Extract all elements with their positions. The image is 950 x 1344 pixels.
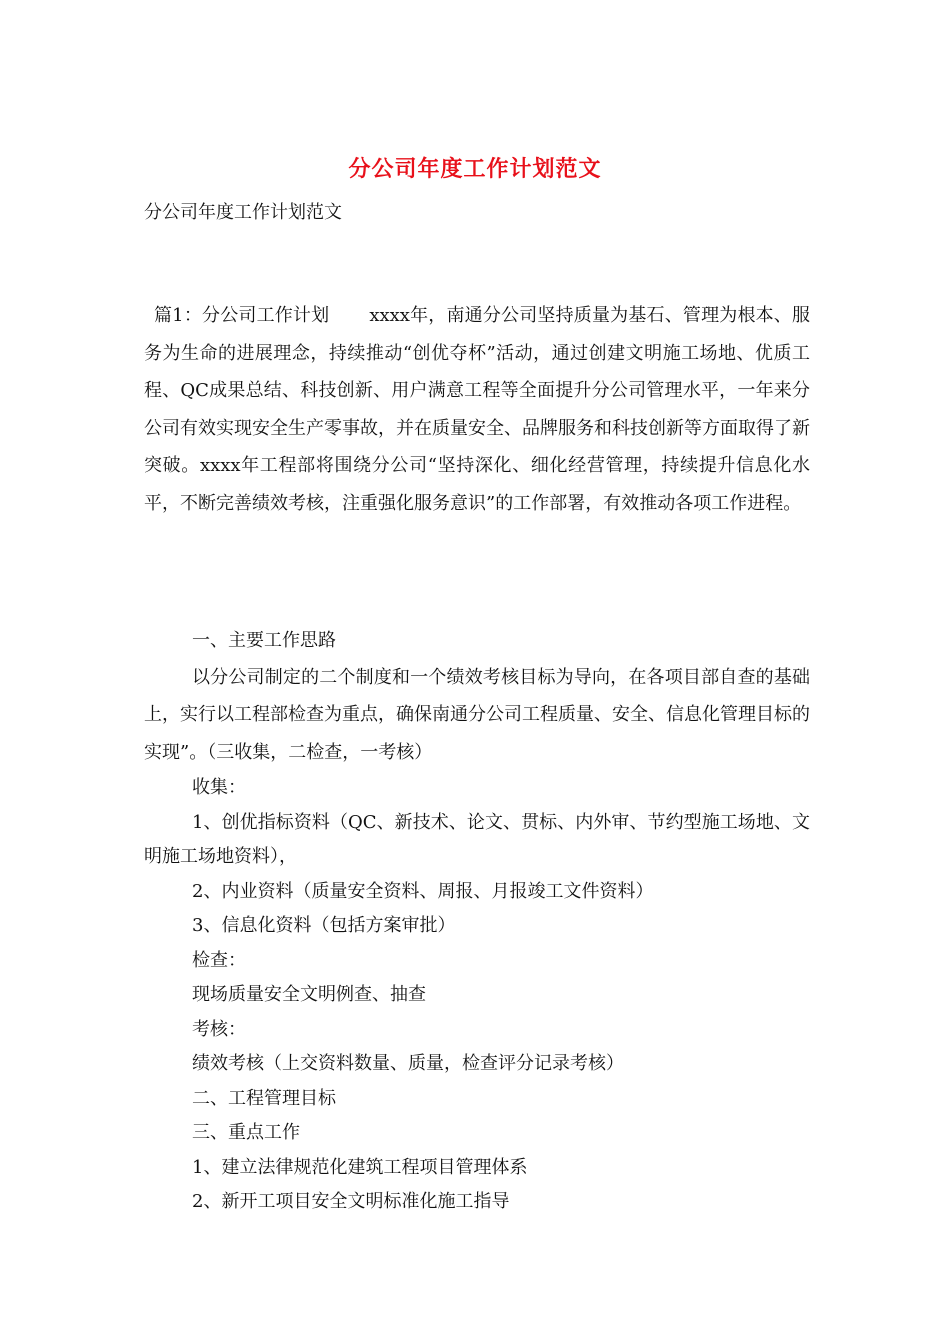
key-item-1: 1、建立法律规范化建筑工程项目管理体系 [192, 1156, 528, 1178]
collect-item-3: 3、信息化资料（包括方案审批） [192, 915, 456, 936]
collect-item-2: 2、内业资料（质量安全资料、周报、月报竣工文件资料） [192, 880, 654, 902]
assess-item: 绩效考核（上交资料数量、质量，检查评分记录考核） [192, 1053, 624, 1074]
body-content [144, 624, 810, 1220]
key-item-2: 2、新开工项目安全文明标准化施工指导 [192, 1191, 510, 1212]
check-label: 检查： [192, 949, 246, 971]
collect-item-1: 1、创优指标资料（QC、新技术、论文、贯标、内外审、节约型施工场地、文明施工场地资料）， [144, 811, 810, 867]
check-item: 现场质量安全文明例查、抽查 [192, 984, 426, 1005]
assess-label: 考核： [192, 1018, 246, 1040]
section-paragraph-1: 以分公司制定的二个制度和一个绩效考核目标为导向，在各项目部自查的基础上，实行以工程部检查为重点，确保南通分公司工程质量、安全、信息化管理目标的实现”。（三收集，二检查，一考核） [144, 666, 810, 763]
intro-paragraph [144, 297, 810, 522]
intro-lead: 篇1：分公司工作计划 [154, 305, 330, 326]
document-subtitle: 分公司年度工作计划范文 [144, 202, 342, 223]
intro-text: xxxx年，南通分公司坚持质量为基石、管理为根本、服务为生命的进展理念，持续推动“创优夺杯”活动，通过创建文明施工场地、优质工程、QC成果总结、科技创新、用户满意工程等全面提升分公司管理水平，一年来分公司有效实现安全生产零事故，并在质量安全、品牌服务和科技创新等方面取得了新突破。xxxx年工程部将围绕分公司“坚持深化、细化经营管理，持续提升信息化水平，不断完善绩效考核，注重强化服务意识”的工作部署，有效推动各项工作进程。 [144, 305, 810, 514]
section-heading-3: 三、重点工作 [192, 1122, 300, 1143]
section-heading-2: 二、工程管理目标 [192, 1087, 336, 1109]
document-title: 分公司年度工作计划范文 [348, 156, 602, 182]
section-heading-1: 一、主要工作思路 [192, 630, 336, 651]
collect-label: 收集： [192, 777, 246, 798]
